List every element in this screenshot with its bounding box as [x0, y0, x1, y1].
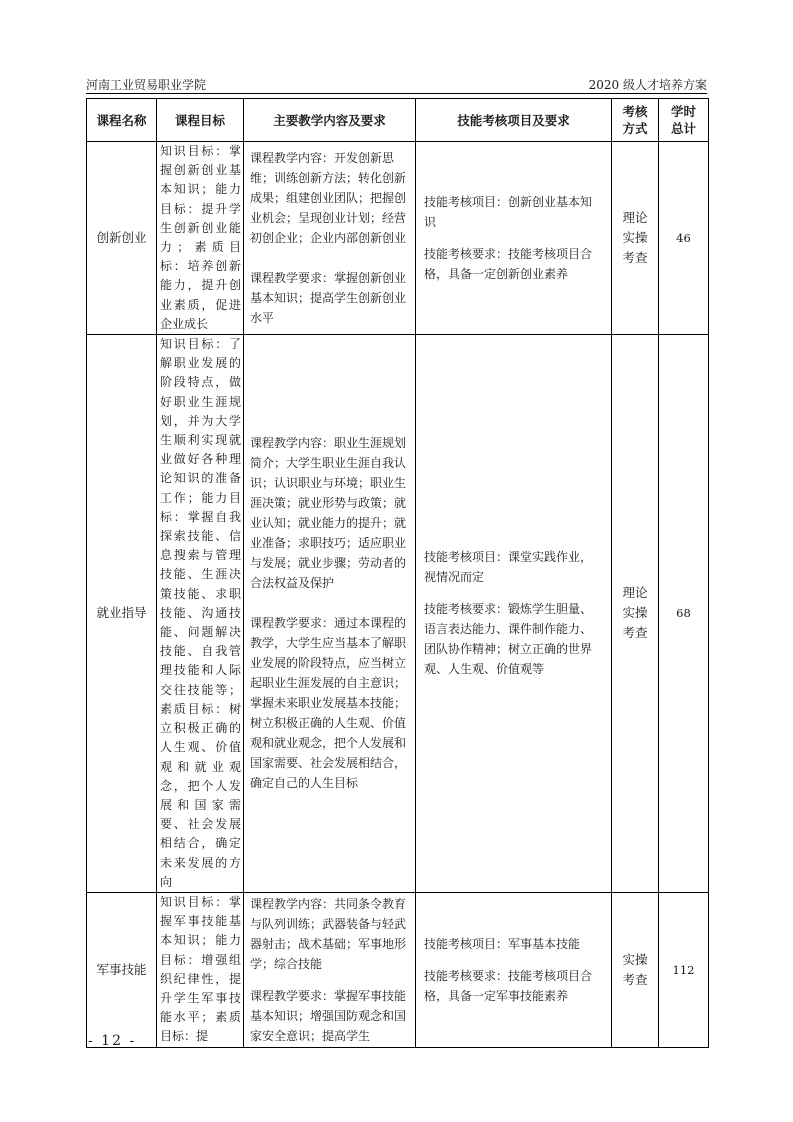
- col-header-method-line2: 方式: [622, 121, 648, 136]
- course-name: 就业指导: [87, 335, 157, 893]
- col-header-method: [612, 99, 659, 142]
- total-hours: 46: [659, 142, 709, 335]
- assessment-method: [612, 335, 659, 893]
- col-header-method-line1: 考核: [622, 104, 648, 119]
- course-table: [86, 98, 709, 1048]
- document-title: 2020 级人才培养方案: [588, 78, 707, 92]
- col-header-hours: [659, 99, 709, 142]
- course-name: 创新创业: [87, 142, 157, 335]
- col-header-skill: 技能考核项目及要求: [416, 99, 612, 142]
- course-goal: 知识目标：了解职业发展的阶段特点，做好职业生涯规划，并为大学生顺利实现就业做好各种理论知识的准备工作；能力目标：掌握自我探索技能、信息搜索与管理技能、生涯决策技能、求职技能、沟通技能、问题解决技能、自我管理技能和人际交往技能等；素质目标：树立积极正确的人生观、价值观和就业观念，把个人发展和国家需要、社会发展相结合，确定未来发展的方向: [157, 335, 244, 893]
- table-row: [87, 892, 709, 1047]
- content-paragraph: 课程教学要求：掌握军事技能基本知识；增强国防观念和国家安全意识；提高学生: [250, 988, 407, 1043]
- col-header-name: 课程名称: [87, 99, 157, 142]
- total-hours: 68: [659, 335, 709, 893]
- course-goal: 知识目标：掌握军事技能基本知识；能力目标：增强组织纪律性，提升学生军事技能水平；素质目标：提: [157, 892, 244, 1047]
- content-paragraph: 课程教学内容：共同条令教育与队列训练；武器装备与轻武器射击；战术基础；军事地形学；综合技能: [250, 896, 407, 971]
- school-name: 河南工业贸易职业学院: [86, 78, 207, 92]
- course-goal: 知识目标：掌握创新创业基本知识；能力目标：提升学生创新创业能力；素质目标：培养创新能力，提升创业素质，促进企业成长: [157, 142, 244, 335]
- method-line: 实操: [622, 951, 648, 967]
- method-line: 考查: [622, 971, 648, 987]
- skill-paragraph: 技能考核项目：课堂实践作业，视情况而定: [424, 550, 593, 585]
- skill-paragraph: 技能考核项目：创新创业基本知识: [424, 195, 593, 230]
- content-paragraph: 课程教学要求：掌握创新创业基本知识；提高学生创新创业水平: [250, 271, 407, 326]
- course-name: 军事技能: [87, 892, 157, 1047]
- skill-paragraph: 技能考核要求：技能考核项目合格，具备一定创新创业素养: [424, 247, 593, 282]
- skill-assessment: [416, 142, 612, 335]
- table-row: [87, 335, 709, 893]
- method-line: 实操: [622, 230, 648, 246]
- method-line: 考查: [622, 625, 648, 641]
- skill-assessment: [416, 335, 612, 893]
- method-line: 理论: [622, 210, 648, 226]
- col-header-hours-line2: 总计: [670, 121, 696, 136]
- method-line: 实操: [622, 605, 648, 621]
- col-header-goal: 课程目标: [157, 99, 244, 142]
- content-paragraph: 课程教学要求：通过本课程的教学，大学生应当基本了解职业发展的阶段特点，应当树立起职业生涯发展的自主意识；掌握未来职业发展基本技能；树立积极正确的人生观、价值观和就业观念，把个人发展和国家需要、社会发展相结合，确定自己的人生目标: [250, 616, 407, 791]
- content-paragraph: 课程教学内容：开发创新思维；训练创新方法；转化创新成果；组建创业团队；把握创业机会；呈现创业计划；经营初创企业；企业内部创新创业: [250, 151, 407, 246]
- assessment-method: [612, 892, 659, 1047]
- skill-paragraph: 技能考核要求：技能考核项目合格，具备一定军事技能素养: [424, 968, 593, 1003]
- table-header-row: [87, 99, 709, 142]
- assessment-method: [612, 142, 659, 335]
- col-header-hours-line1: 学时: [670, 104, 696, 119]
- skill-assessment: [416, 892, 612, 1047]
- col-header-content: 主要教学内容及要求: [244, 99, 416, 142]
- course-content: [244, 142, 416, 335]
- header-rule: [86, 93, 707, 94]
- method-line: 考查: [622, 250, 648, 266]
- course-content: [244, 335, 416, 893]
- course-content: [244, 892, 416, 1047]
- page-number: - 12 -: [88, 1033, 137, 1049]
- method-line: 理论: [622, 585, 648, 601]
- content-paragraph: 课程教学内容：职业生涯规划简介；大学生职业生涯自我认识；认识职业与环境；职业生涯决策；就业形势与政策；就业认知；就业能力的提升；就业准备；求职技巧；适应职业与发展；就业步骤；劳动者的合法权益及保护: [250, 436, 407, 591]
- total-hours: 112: [659, 892, 709, 1047]
- table-row: [87, 142, 709, 335]
- skill-paragraph: 技能考核项目：军事基本技能: [424, 936, 581, 951]
- skill-paragraph: 技能考核要求：锻炼学生胆量、语言表达能力、课件制作能力、团队协作精神；树立正确的世界观、人生观、价值观等: [424, 602, 593, 677]
